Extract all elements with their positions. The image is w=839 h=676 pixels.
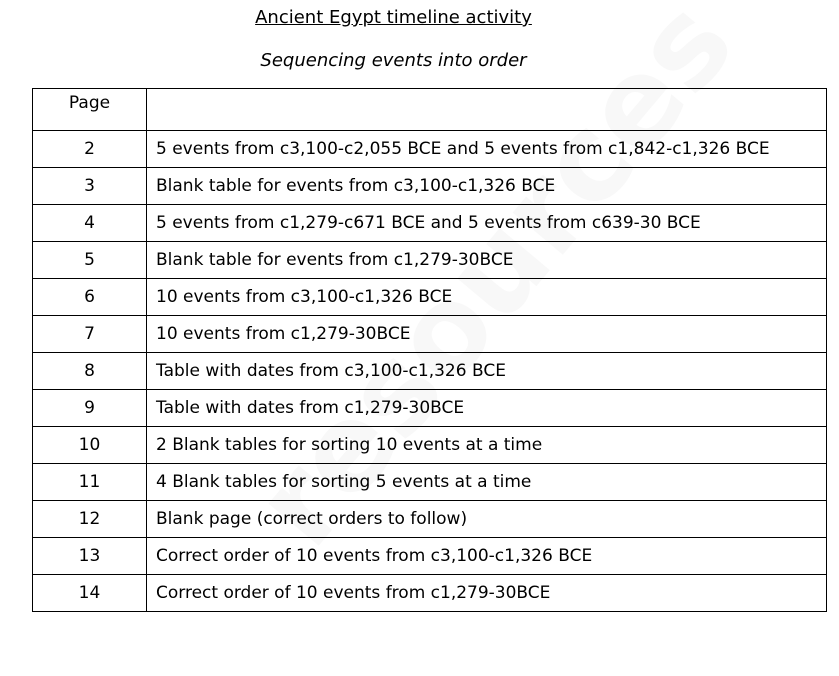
description-cell: Blank table for events from c3,100-c1,326 BCE	[147, 168, 827, 205]
description-cell: Blank page (correct orders to follow)	[147, 501, 827, 538]
description-cell: 4 Blank tables for sorting 5 events at a time	[147, 464, 827, 501]
description-cell: 5 events from c1,279-c671 BCE and 5 events from c639-30 BCE	[147, 205, 827, 242]
table-row	[33, 538, 827, 575]
document-title: Ancient Egypt timeline activity	[255, 7, 532, 28]
table-header-row	[33, 89, 827, 131]
description-cell: 2 Blank tables for sorting 10 events at a time	[147, 427, 827, 464]
description-cell: Table with dates from c1,279-30BCE	[147, 390, 827, 427]
contents-table	[32, 88, 827, 612]
description-cell: 10 events from c1,279-30BCE	[147, 316, 827, 353]
table-row	[33, 168, 827, 205]
table-row	[33, 242, 827, 279]
page-number-cell: 8	[33, 353, 147, 390]
page-column-header: Page	[33, 89, 147, 131]
table-row	[33, 205, 827, 242]
page-number-cell: 12	[33, 501, 147, 538]
table-row	[33, 575, 827, 612]
page-number-cell: 13	[33, 538, 147, 575]
description-cell: Correct order of 10 events from c3,100-c1,326 BCE	[147, 538, 827, 575]
table-row	[33, 131, 827, 168]
page-number-cell: 5	[33, 242, 147, 279]
page-number-cell: 6	[33, 279, 147, 316]
description-cell: Table with dates from c3,100-c1,326 BCE	[147, 353, 827, 390]
page-number-cell: 11	[33, 464, 147, 501]
table-row	[33, 279, 827, 316]
table-row	[33, 427, 827, 464]
page-number-cell: 7	[33, 316, 147, 353]
page-number-cell: 3	[33, 168, 147, 205]
table-row	[33, 353, 827, 390]
page-number-cell: 9	[33, 390, 147, 427]
page-number-cell: 4	[33, 205, 147, 242]
page-number-cell: 10	[33, 427, 147, 464]
table-row	[33, 316, 827, 353]
page-number-cell: 2	[33, 131, 147, 168]
description-cell: Correct order of 10 events from c1,279-30BCE	[147, 575, 827, 612]
description-cell: 10 events from c3,100-c1,326 BCE	[147, 279, 827, 316]
description-cell: 5 events from c3,100-c2,055 BCE and 5 events from c1,842-c1,326 BCE	[147, 131, 827, 168]
document-subtitle: Sequencing events into order	[260, 50, 527, 71]
table-row	[33, 464, 827, 501]
description-cell: Blank table for events from c1,279-30BCE	[147, 242, 827, 279]
page-number-cell: 14	[33, 575, 147, 612]
table-row	[33, 390, 827, 427]
table-row	[33, 501, 827, 538]
description-column-header	[147, 89, 827, 131]
